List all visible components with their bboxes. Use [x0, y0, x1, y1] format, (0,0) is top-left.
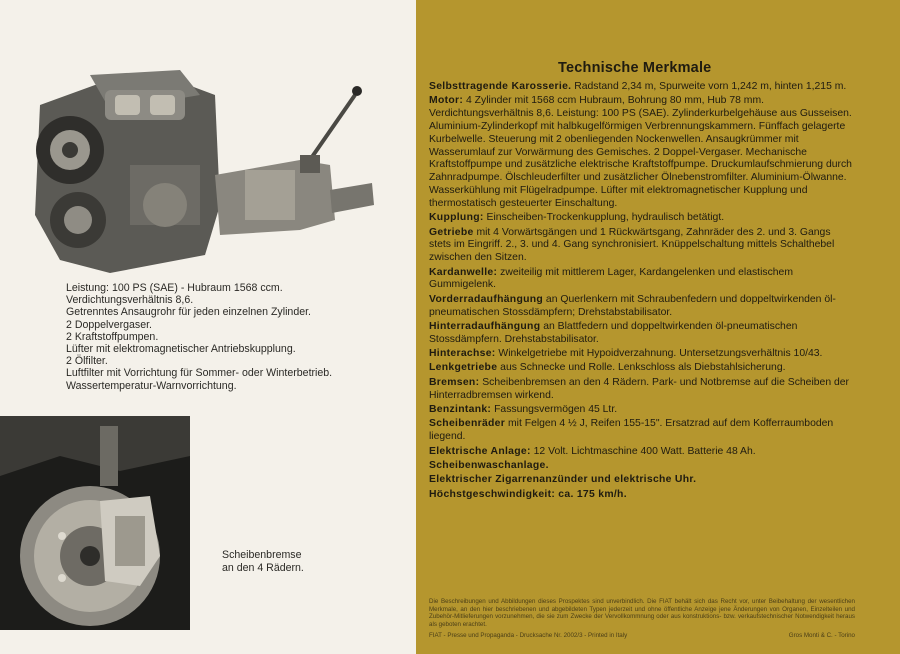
- disc-brake-photo: [0, 416, 190, 630]
- spec-title: Technische Merkmale: [558, 60, 712, 76]
- spec-item: [429, 95, 855, 210]
- spec-text: an Querlenkern mit Schraubenfedern und doppeltwirkenden öl-pneumatischen Stossdämpfern; Drehstabstabilisator.: [429, 293, 836, 318]
- spec-item: [429, 348, 855, 361]
- spec-item: [429, 489, 855, 502]
- spec-item: [429, 212, 855, 225]
- spec-item: [429, 362, 855, 375]
- spec-item: [429, 294, 855, 320]
- spec-label: Kardanwelle:: [429, 266, 498, 278]
- brake-caption-line: Scheibenbremse: [222, 549, 302, 561]
- spec-label: Kupplung:: [429, 212, 484, 224]
- spec-text: aus Schnecke und Rolle. Lenkschloss als Diebstahlsicherung.: [497, 362, 786, 374]
- brake-caption: [222, 549, 304, 575]
- engine-caption-line: Leistung: 100 PS (SAE) - Hubraum 1568 ccm.: [66, 282, 283, 294]
- spec-item: [429, 446, 855, 459]
- spec-label: Scheibenräder: [429, 418, 506, 430]
- spec-label: Bremsen:: [429, 376, 480, 388]
- engine-caption-line: Luftfilter mit Vorrichtung für Sommer- oder Winterbetrieb.: [66, 367, 333, 380]
- spec-label: Höchstgeschwindigkeit: ca. 175 km/h.: [429, 488, 627, 500]
- spec-text: 4 Zylinder mit 1568 ccm Hubraum, Bohrung 80 mm, Hub 78 mm. Verdichtungsverhältnis 8,6. Leistung: 100 PS (SAE). Zylinderkurbelgehäuse aus Gusseisen. Aluminium-Zylinderkopf mit halbkugelförmigen Verbrennungskammern. Fünffach gelagerte Kurbelwelle. Steuerung mit 2 obenliegenden Nockenwellen. Ansaugkrümmer mit Wasserumlauf zur Vorwärmung des Gemisches. 2 Doppel-Vergaser. Mechanische Kraftstoffpumpe und zusätzliche elektrische Kraftstoffpumpe. Druckumlaufschmierung durch Zahnradpumpe. Ölschleuderfilter und zusätzlicher Ölnebenstromfilter. Aluminium-Ölwanne. Wasserkühlung mit Flügelradpumpe. Lüfter mit elektromagnetischer Kupplung und thermostatisch gesteuerter Einschaltung.: [429, 95, 852, 209]
- spec-label: Elektrischer Zigarrenanzünder und elektrische Uhr.: [429, 474, 697, 486]
- spec-item: [429, 377, 855, 403]
- engine-caption-line: 2 Ölfilter.: [66, 355, 108, 368]
- spec-item: [429, 81, 855, 94]
- spec-label: Benzintank:: [429, 404, 492, 416]
- engine-photo: [0, 55, 390, 277]
- spec-label: Hinterachse:: [429, 348, 496, 360]
- spec-item: [429, 321, 855, 347]
- engine-caption-line: Getrenntes Ansaugrohr für jeden einzelnen Zylinder.: [66, 306, 311, 319]
- spec-item: [429, 418, 855, 444]
- engine-caption: [66, 282, 406, 392]
- engine-caption-line: Lüfter mit elektromagnetischer Antriebskupplung.: [66, 343, 296, 356]
- legal-disclaimer: Die Beschreibungen und Abbildungen dieses Prospektes sind unverbindlich. Die FIAT behält sich das Recht vor, unter Beibehaltung der wesentlichen Merkmale, an den hier beschriebenen und abgebildeten Typen jederzeit und ohne öffentliche Anzeige jene Änderungen von Organen, Einzelteilen und Zubehör-Mitlieferungen vorzunehmen, die sie zum Zwecke der Vervollkommnung oder aus konstruktions- bzw. verkaufstechnischer Notwendigkeit heraus als geboten erachtet.: [429, 598, 855, 628]
- spec-item: [429, 227, 855, 265]
- spec-text: 12 Volt. Lichtmaschine 400 Watt. Batterie 48 Ah.: [530, 445, 756, 457]
- spec-text: mit 4 Vorwärtsgängen und 1 Rückwärtsgang, Zahnräder des 2. und 3. Gangs stets im Eingriff. 2., 3. und 4. Gang synchronisiert. Knüppelschaltung mittels Schalthebel zwischen den Sitzen.: [429, 226, 835, 264]
- spec-text: zweiteilig mit mittlerem Lager, Kardangelenken und elastischem Gummigelenk.: [429, 266, 793, 291]
- spec-label: Getriebe: [429, 226, 474, 238]
- spec-text: an Blattfedern und doppeltwirkenden öl-pneumatischen Stossdämpfern. Drehstabstabilisator.: [429, 320, 798, 345]
- spec-label: Hinterradaufhängung: [429, 320, 541, 332]
- spec-text: Scheibenbremsen an den 4 Rädern. Park- und Notbremse auf die Scheiben der Hinterradbremsen wirkend.: [429, 376, 850, 401]
- spec-label: Vorderradaufhängung: [429, 293, 544, 305]
- spec-item: [429, 404, 855, 417]
- print-footer: [429, 632, 855, 639]
- spec-label: Scheibenwaschanlage.: [429, 460, 549, 472]
- spec-label: Selbsttragende Karosserie.: [429, 81, 572, 92]
- spec-text: Fassungsvermögen 45 Ltr.: [491, 404, 618, 416]
- spec-text: mit Felgen 4 ½ J, Reifen 155-15". Ersatzrad auf dem Kofferraumboden liegend.: [429, 418, 834, 443]
- publisher-note: FIAT - Presse und Propaganda - Drucksache Nr. 2002/3 - Printed in Italy: [429, 632, 628, 639]
- spec-label: Lenkgetriebe: [429, 362, 498, 374]
- printer-note: Gros Monti & C. - Torino: [788, 632, 855, 639]
- spec-item: [429, 474, 855, 487]
- spec-item: [429, 267, 855, 293]
- brake-caption-line: an den 4 Rädern.: [222, 562, 304, 574]
- engine-caption-line: Wassertemperatur-Warnvorrichtung.: [66, 379, 237, 392]
- spec-text: Winkelgetriebe mit Hypoidverzahnung. Untersetzungsverhältnis 10/43.: [495, 348, 823, 360]
- left-panel: [0, 0, 416, 654]
- engine-caption-line: 2 Kraftstoffpumpen.: [66, 330, 159, 343]
- spec-list: [429, 81, 855, 503]
- spec-text: Einscheiben-Trockenkupplung, hydraulisch betätigt.: [483, 212, 725, 224]
- spec-label: Elektrische Anlage:: [429, 445, 531, 457]
- engine-caption-line: Verdichtungsverhältnis 8,6.: [66, 294, 194, 307]
- spec-text: Radstand 2,34 m, Spurweite vorn 1,242 m, hinten 1,215 m.: [571, 81, 847, 92]
- spec-label: Motor:: [429, 95, 464, 107]
- engine-caption-line: 2 Doppelvergaser.: [66, 318, 152, 331]
- spec-item: [429, 460, 855, 473]
